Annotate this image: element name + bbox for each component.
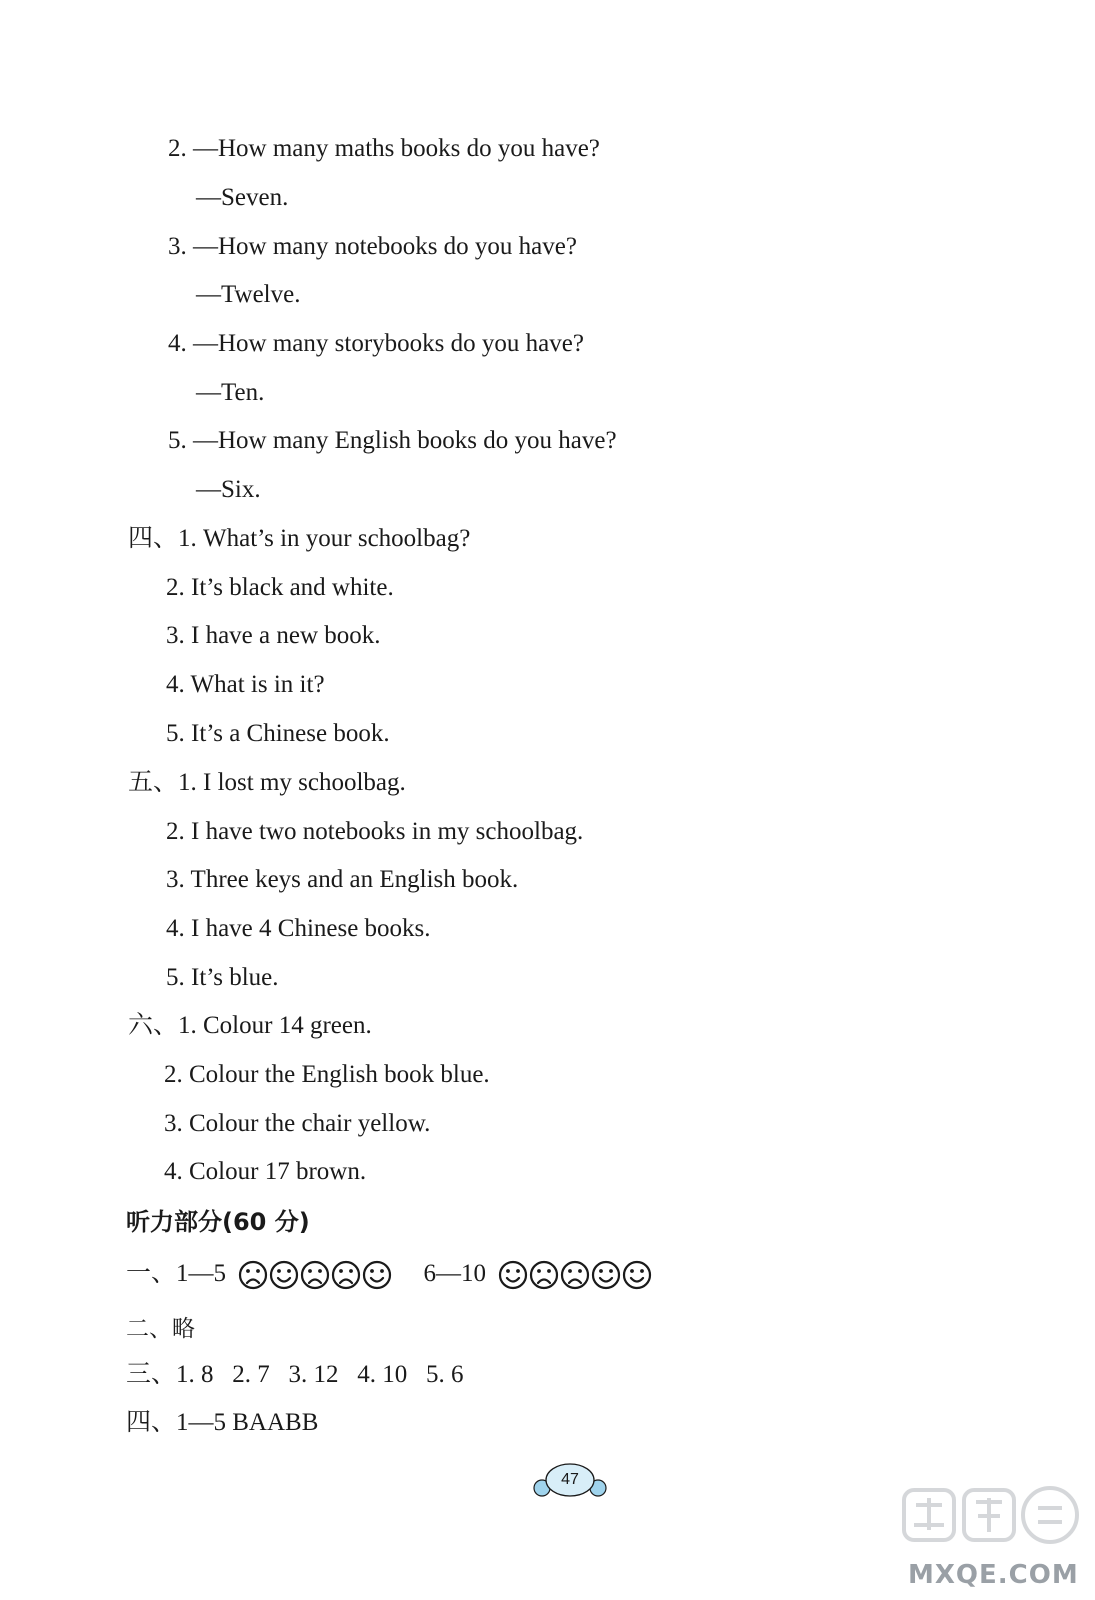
page-number: 47 xyxy=(561,1471,579,1488)
answer-line: 5. —How many English books do you have? xyxy=(168,427,617,454)
faces-group-b xyxy=(498,1260,653,1290)
happy-face-icon xyxy=(593,1262,619,1288)
happy-face-icon xyxy=(271,1262,297,1288)
answer-line: 2. —How many maths books do you have? xyxy=(168,135,600,162)
sad-face-icon xyxy=(302,1262,328,1288)
answer-line: 2. Colour the English book blue. xyxy=(164,1061,490,1088)
q1-label: 一、1—5 xyxy=(126,1260,227,1287)
answer-line: —Six. xyxy=(196,476,261,503)
listening-q3: 三、1. 8 2. 7 3. 12 4. 10 5. 6 xyxy=(126,1361,464,1388)
watermark-text: MXQE.COM xyxy=(908,1560,1079,1590)
answer-line: 3. Colour the chair yellow. xyxy=(164,1110,431,1137)
faces-group-a xyxy=(238,1260,393,1290)
answer-line: —Twelve. xyxy=(196,281,301,308)
answer-line: 3. I have a new book. xyxy=(166,622,381,649)
answer-line: 4. Colour 17 brown. xyxy=(164,1158,367,1185)
answer-line: 5. It’s a Chinese book. xyxy=(166,720,390,747)
answer-line: —Seven. xyxy=(196,184,289,211)
listening-q4: 四、1—5 BAABB xyxy=(126,1409,319,1436)
answer-line: 2. It’s black and white. xyxy=(166,574,394,601)
answer-line: 5. It’s blue. xyxy=(166,964,279,991)
listening-q2: 二、略 xyxy=(126,1316,195,1342)
sad-face-icon xyxy=(333,1262,359,1288)
section-line: 五、1. I lost my schoolbag. xyxy=(128,769,406,796)
happy-face-icon xyxy=(500,1262,526,1288)
happy-face-icon xyxy=(364,1262,390,1288)
sad-face-icon xyxy=(562,1262,588,1288)
q1-mid-label: 6—10 xyxy=(423,1260,487,1287)
answer-line: —Ten. xyxy=(196,379,265,406)
happy-face-icon xyxy=(624,1262,650,1288)
page-number-badge xyxy=(528,1462,612,1502)
answer-line: 3. Three keys and an English book. xyxy=(166,866,519,893)
answer-line: 4. What is in it? xyxy=(166,671,325,698)
answer-line: 3. —How many notebooks do you have? xyxy=(168,233,577,260)
answer-line: 2. I have two notebooks in my schoolbag. xyxy=(166,818,584,845)
listening-q1 xyxy=(126,1259,653,1290)
answer-line: 4. —How many storybooks do you have? xyxy=(168,330,584,357)
section-line: 四、1. What’s in your schoolbag? xyxy=(128,525,471,552)
sad-face-icon xyxy=(531,1262,557,1288)
sad-face-icon xyxy=(240,1262,266,1288)
section-line: 六、1. Colour 14 green. xyxy=(128,1012,372,1039)
answer-line: 4. I have 4 Chinese books. xyxy=(166,915,431,942)
listening-heading: 听力部分(60 分) xyxy=(126,1208,310,1236)
